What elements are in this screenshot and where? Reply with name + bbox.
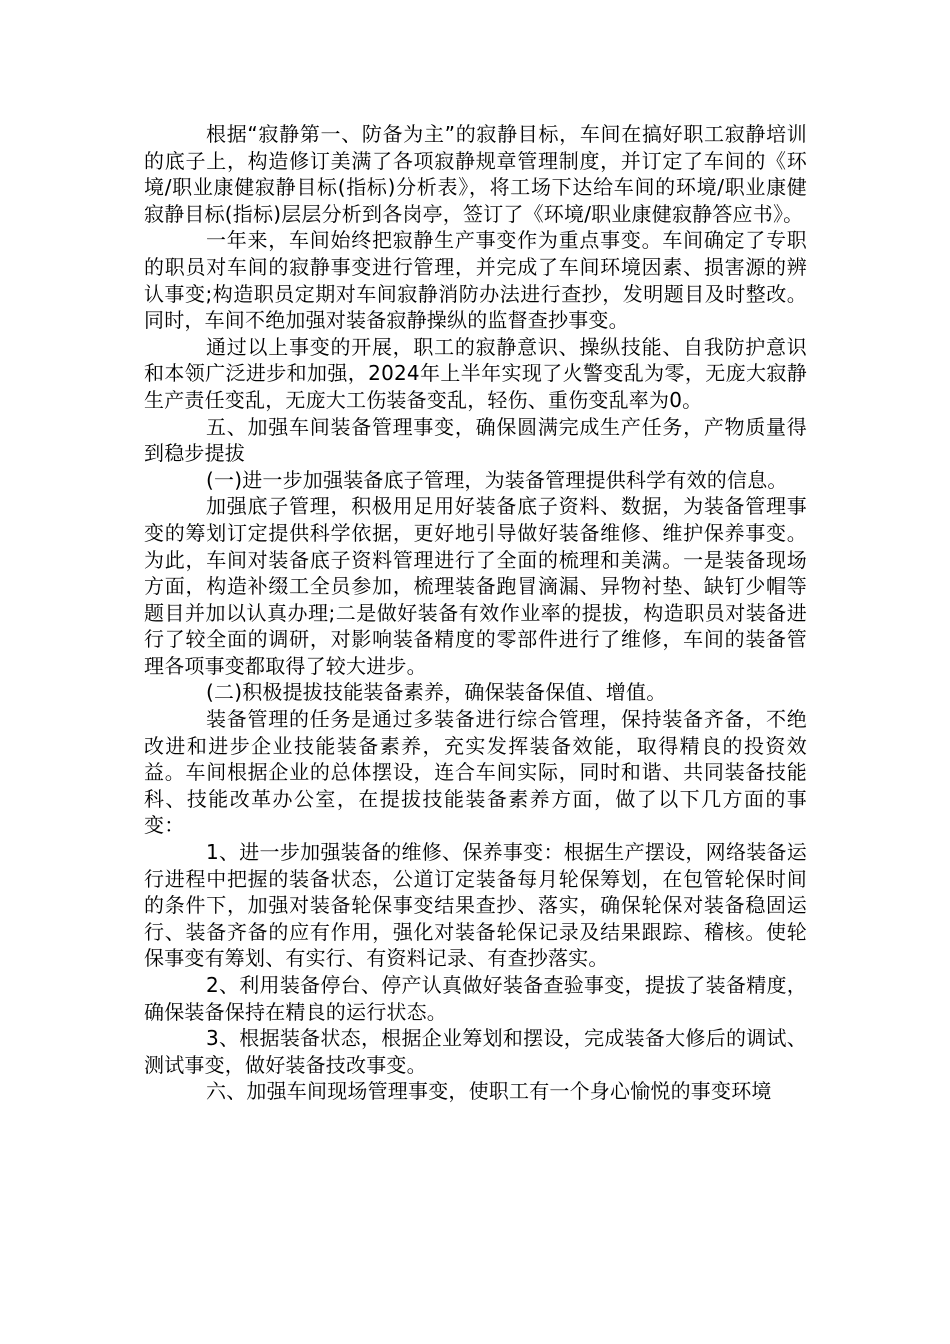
paragraph-equipment-basics: 加强底子管理，积极用足用好装备底子资料、数据，为装备管理事变的筹划订定提供科学依据，更好地引导做好装备维修、维护保养事变。为此，车间对装备底子资料管理进行了全面的梳理和美满。一是装备现场方面，构造补缀工全员参加，梳理装备跑冒滴漏、异物衬垫、缺钉少帽等题目并加以认真办理;二是做好装备有效作业率的提拔，构造职员对装备进行了较全面的调研，对影响装备精度的零部件进行了维修，车间的装备管理各项事变都取得了较大进步。 (144, 494, 807, 678)
list-item-maintenance: 1、进一步加强装备的维修、保养事变：根据生产摆设，网络装备运行进程中把握的装备状态，公道订定装备每月轮保筹划，在包管轮保时间的条件下，加强对装备轮保事变结果查抄、落实，确保轮保对装备稳固运行、装备齐备的应有作用，强化对装备轮保记录及结果跟踪、稽核。使轮保事变有筹划、有实行、有资料记录、有查抄落实。 (144, 840, 807, 971)
paragraph-equipment-quality: 装备管理的任务是通过多装备进行综合管理，保持装备齐备，不绝改进和进步企业技能装备素养，充实发挥装备效能，取得精良的投资效益。车间根据企业的总体摆设，连合车间实际，同时和谐、共同装备技能科、技能改革办公室，在提拔技能装备素养方面，做了以下几方面的事变： (144, 707, 807, 838)
paragraph-safety-production: 一年来，车间始终把寂静生产事变作为重点事变。车间确定了专职的职员对车间的寂静事变进行管理，并完成了车间环境因素、损害源的辨认事变;构造职员定期对车间寂静消防办法进行查抄，发明题目及时整改。同时，车间不绝加强对装备寂静操纵的监督查抄事变。 (144, 228, 807, 333)
subheading-equipment-basics: (一)进一步加强装备底子管理，为装备管理提供科学有效的信息。 (206, 467, 788, 492)
list-item-inspection: 2、利用装备停台、停产认真做好装备查验事变，提拔了装备精度，确保装备保持在精良的运行状态。 (144, 973, 807, 1024)
paragraph-safety-results: 通过以上事变的开展，职工的寂静意识、操纵技能、自我防护意识和本领广泛进步和加强，2024年上半年实现了火警变乱为零，无庞大寂静生产责任变乱，无庞大工伤装备变乱，轻伤、重伤变乱率为0。 (144, 334, 807, 412)
section-heading-site-management: 六、加强车间现场管理事变，使职工有一个身心愉悦的事变环境 (206, 1079, 772, 1104)
list-item-overhaul: 3、根据装备状态，根据企业筹划和摆设，完成装备大修后的调试、测试事变，做好装备技改事变。 (144, 1026, 807, 1077)
section-heading-equipment: 五、加强车间装备管理事变，确保圆满完成生产任务，产物质量得到稳步提拔 (144, 414, 807, 466)
paragraph-safety-goals: 根据“寂静第一、防备为主”的寂静目标，车间在搞好职工寂静培训的底子上，构造修订美满了各项寂静规章管理制度，并订定了车间的《环境/职业康健寂静目标(指标)分析表》，将工场下达给车间的环境/职业康健寂静目标(指标)层层分析到各岗亭，签订了《环境/职业康健寂静答应书》。 (144, 122, 807, 226)
subheading-equipment-quality: (二)积极提拔技能装备素养，确保装备保值、增值。 (206, 680, 667, 705)
document-body (144, 121, 807, 1105)
